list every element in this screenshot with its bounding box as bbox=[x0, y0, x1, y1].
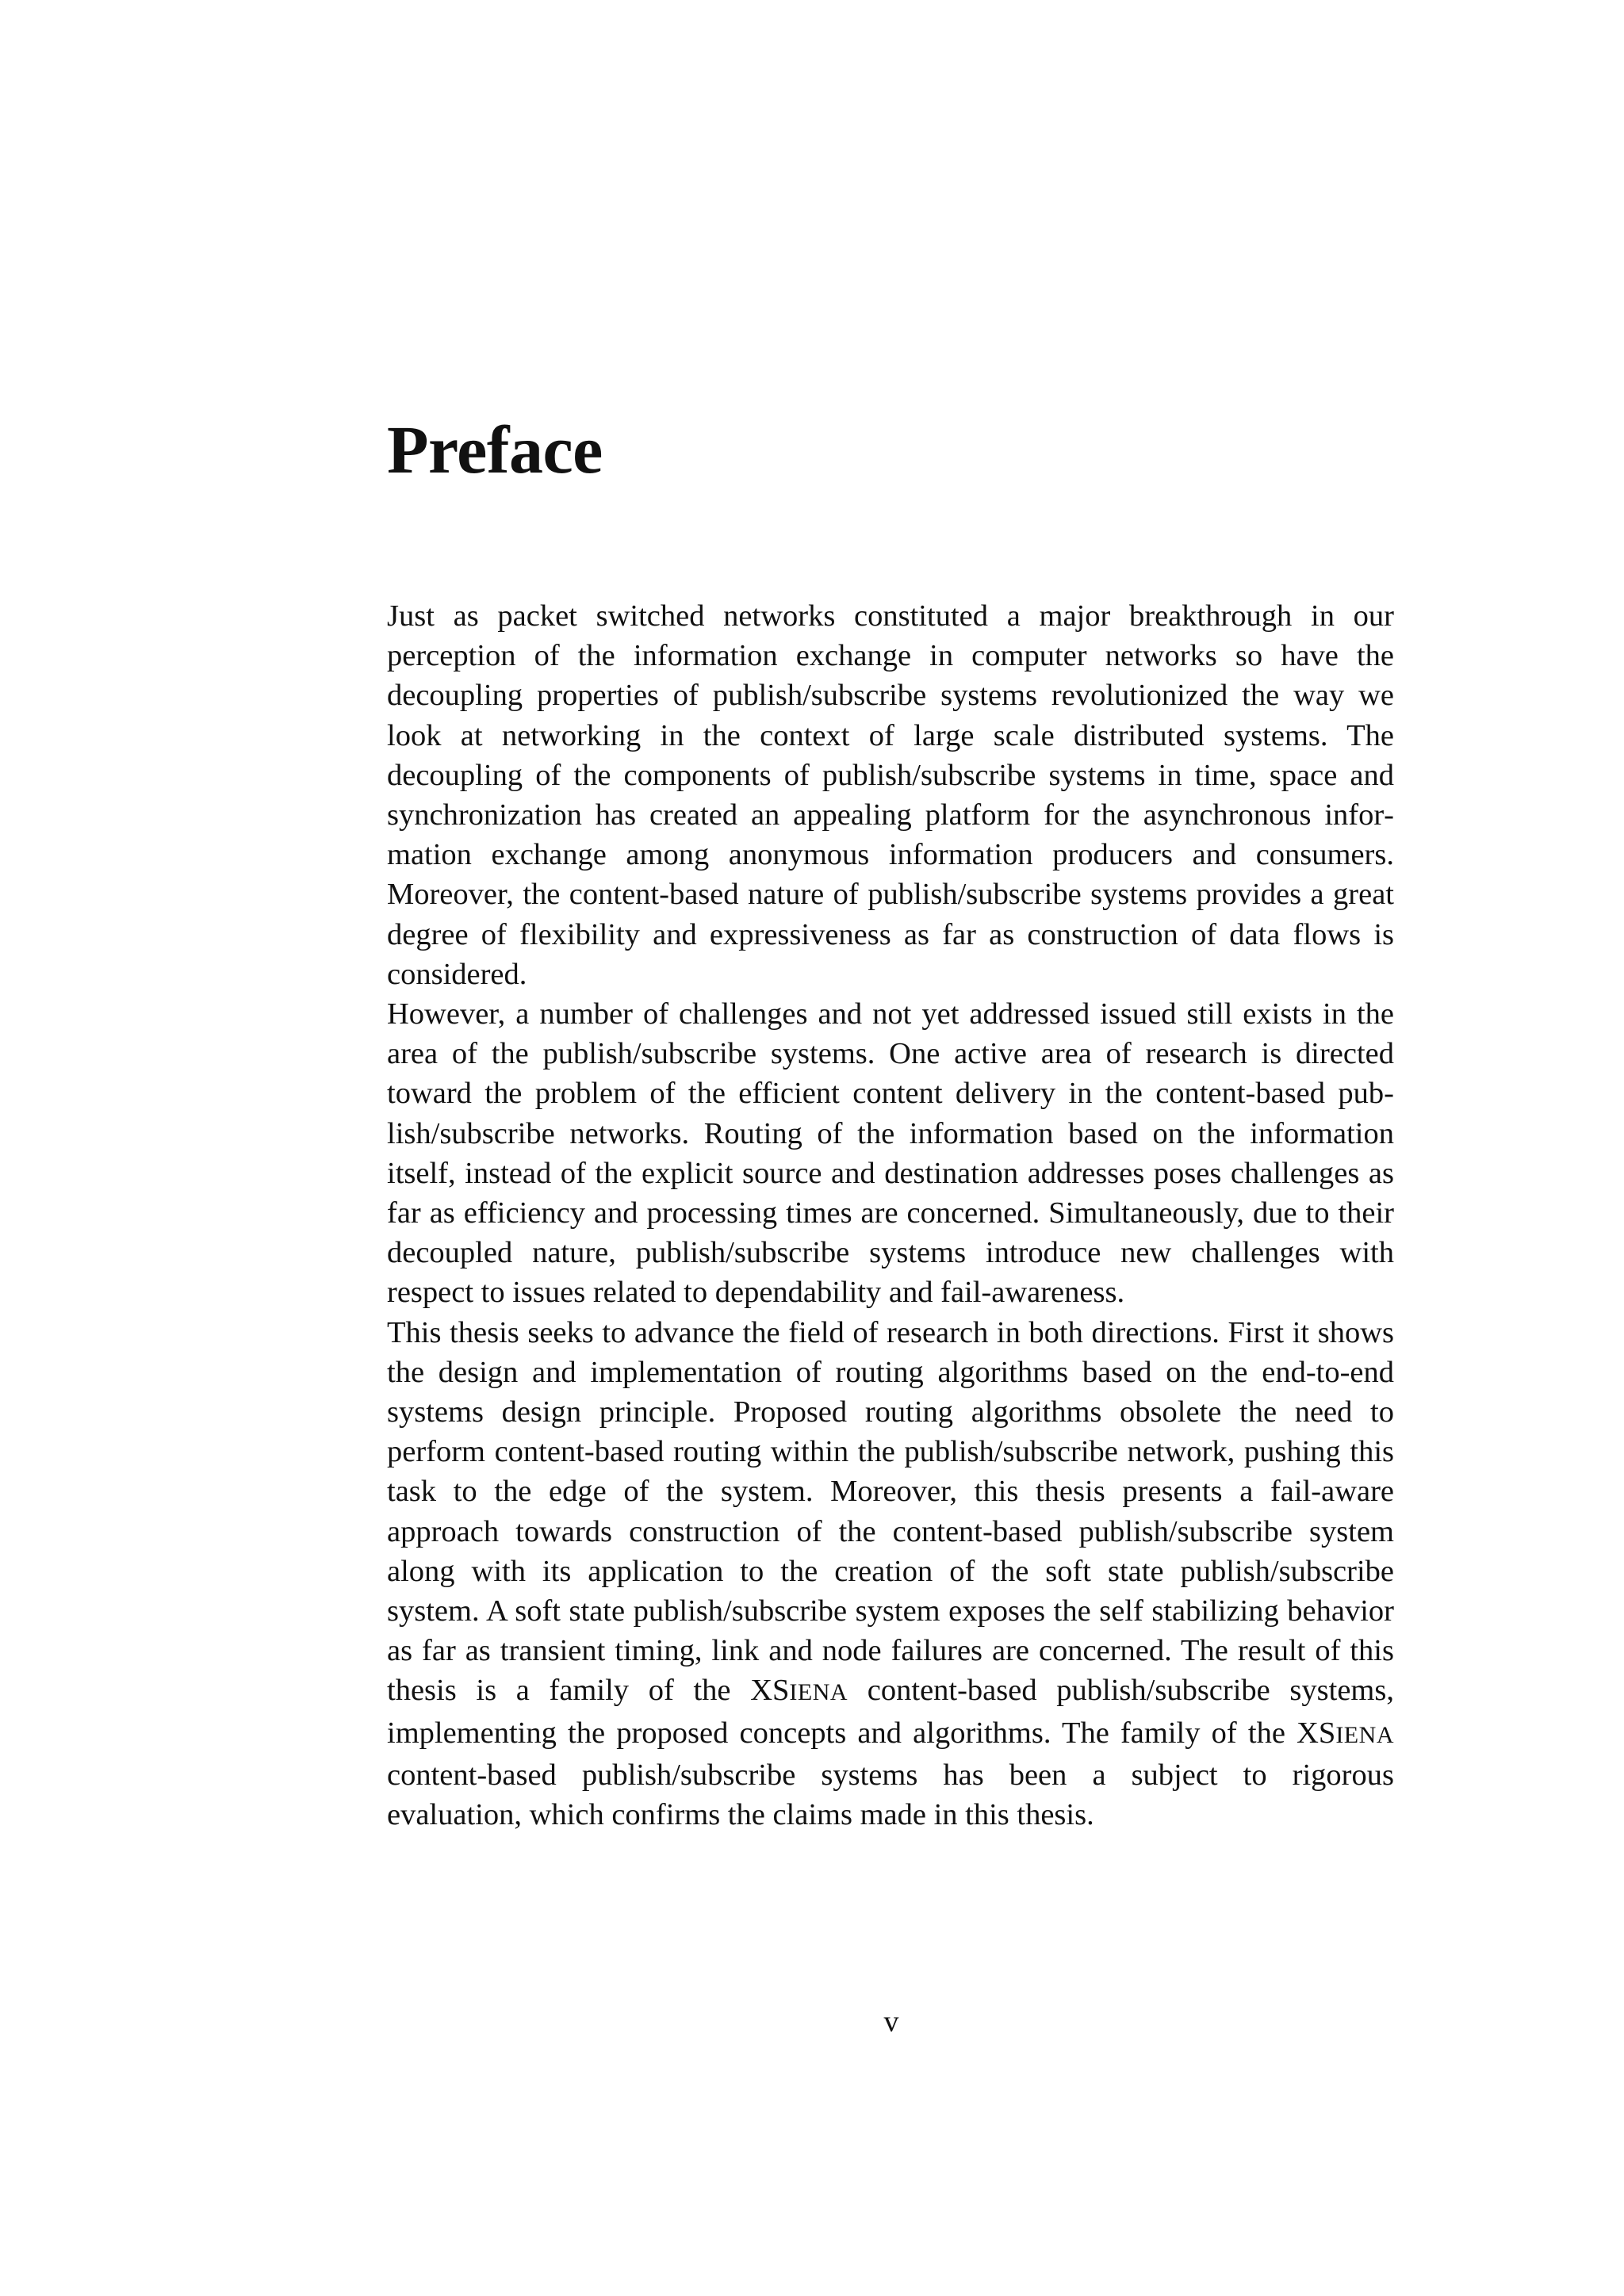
system-name-prefix: XS bbox=[750, 1674, 790, 1708]
paragraph-3 bbox=[387, 1313, 1394, 1835]
paragraph-3-text-part-3: content-based publish/subscribe systems has been a subject to rigorous evaluation, which confirms the claims made in this thesis. bbox=[387, 1758, 1394, 1832]
paragraph-3-text-part-1: This thesis seeks to advance the field of research in both directions. First it shows the design and implementation of routing algorithms based on the end-to-end systems design principle. Proposed routing algorithms obsolete the need to perform content-based routing within the publish/subscribe network, pushing this task to the edge of the system. Moreover, this thesis presents a fail-aware approach towards construction of the content-based publish/subscribe system along with its application to the creation of the soft state publish/subscribe system. A soft state publish/subscribe system exposes the self stabilizing behavior as far as transient timing, link and node failures are concerned. The result of this thesis is a family of the bbox=[387, 1315, 1394, 1708]
system-name-prefix: XS bbox=[1297, 1716, 1336, 1750]
paragraph-3-text-part-2: content-based publish/subscribe systems, implementing the proposed concepts and algorithms. The family of the bbox=[387, 1674, 1394, 1750]
paragraph-1: Just as packet switched networks constituted a major breakthrough in our perception of the information exchange in computer networks so have the decoupling properties of publish/subscribe systems revolutionized the way we look at networking in the context of large scale distributed systems. The decoupling of the components of publish/subscribe systems in time, space and synchronization has created an appealing platform for the asynchronous information exchange among anonymous information producers and consumers. Moreover, the content-based nature of publish/subscribe systems provides a great degree of flexibility and expressiveness as far as construction of data flows is considered. bbox=[387, 599, 1394, 991]
paragraph-2: However, a number of challenges and not yet addressed issued still exists in the area of the publish/subscribe systems. One active area of research is directed toward the problem of the efficient content delivery in the content-based publish/subscribe networks. Routing of the information based on the information itself, instead of the explicit source and destination addresses poses challenges as far as efficiency and processing times are concerned. Simultaneously, due to their decoupled nature, publish/subscribe systems introduce new challenges with respect to issues related to dependability and fail-awareness. bbox=[387, 997, 1394, 1310]
system-name-smallcaps: IENA bbox=[789, 1679, 848, 1706]
preface-body bbox=[387, 596, 1394, 1835]
page-number: v bbox=[883, 2005, 899, 2038]
system-name-smallcaps: IENA bbox=[1335, 1721, 1394, 1748]
chapter-title: Preface bbox=[387, 411, 603, 488]
